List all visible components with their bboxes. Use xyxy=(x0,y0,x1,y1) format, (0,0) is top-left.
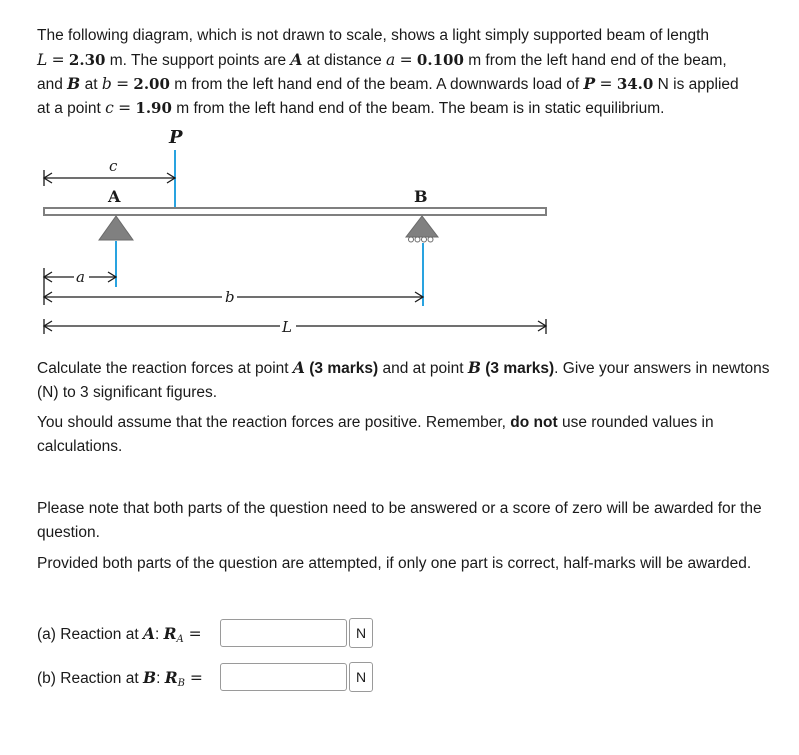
roller-wheel-2 xyxy=(415,237,420,242)
P-value: 34.0 xyxy=(616,75,654,93)
beam xyxy=(44,208,546,215)
dim-label-c: c xyxy=(109,157,118,175)
roller-wheel-4 xyxy=(428,237,433,242)
reaction-B-unit: N xyxy=(349,662,373,692)
c-value: 1.90 xyxy=(135,98,172,117)
dim-label-L: L xyxy=(282,318,292,336)
b-value: 2.00 xyxy=(133,75,170,93)
reaction-B-input[interactable] xyxy=(220,663,347,691)
instruction-text: You should assume that the reaction forces are positive. Remember, do not use rounded values in calculations. xyxy=(37,414,714,455)
roller-wheel-1 xyxy=(409,237,414,242)
load-label-P: P xyxy=(169,127,183,148)
support-A-pin xyxy=(99,216,133,240)
roller-wheel-3 xyxy=(422,237,427,242)
question-text: Calculate the reaction forces at point A (3 marks) and at point B (3 marks). Give your answers in newtons (N) to 3 significant figures. xyxy=(37,358,770,401)
answer-b-label: (b) Reaction at B: $R_B$ = xyxy=(37,668,203,689)
support-label-B: B xyxy=(414,187,428,206)
reaction-A-unit: N xyxy=(349,618,373,648)
problem-statement: The following diagram, which is not drawn to scale, shows a light simply supported beam of length L = 2.30 m. The support points are A at distance a = 0.100 m from the left hand end of the beam, and B at b = 2.00 m from the left hand end of the beam. A downwards load of P = 34.0 N is applied at a point c = 1.90 m from the left hand end of the beam. The beam is in static equilibrium. xyxy=(37,27,739,117)
L-value: 2.30 xyxy=(68,50,106,69)
L-symbol: L xyxy=(37,50,48,69)
note-both-parts: Please note that both parts of the question need to be answered or a score of zero will be awarded for the question. xyxy=(37,500,762,541)
beam-diagram xyxy=(0,120,799,345)
answer-a-label: (a) Reaction at A: $R_A$ = xyxy=(37,624,202,645)
support-B-roller xyxy=(406,216,438,237)
note-half-marks: Provided both parts of the question are attempted, if only one part is correct, half-marks will be awarded. xyxy=(37,555,752,572)
dim-label-a: a xyxy=(76,268,85,286)
a-value: 0.100 xyxy=(416,50,464,69)
reaction-A-input[interactable] xyxy=(220,619,347,647)
support-label-A: A xyxy=(108,187,121,206)
dim-label-b: b xyxy=(225,288,235,306)
